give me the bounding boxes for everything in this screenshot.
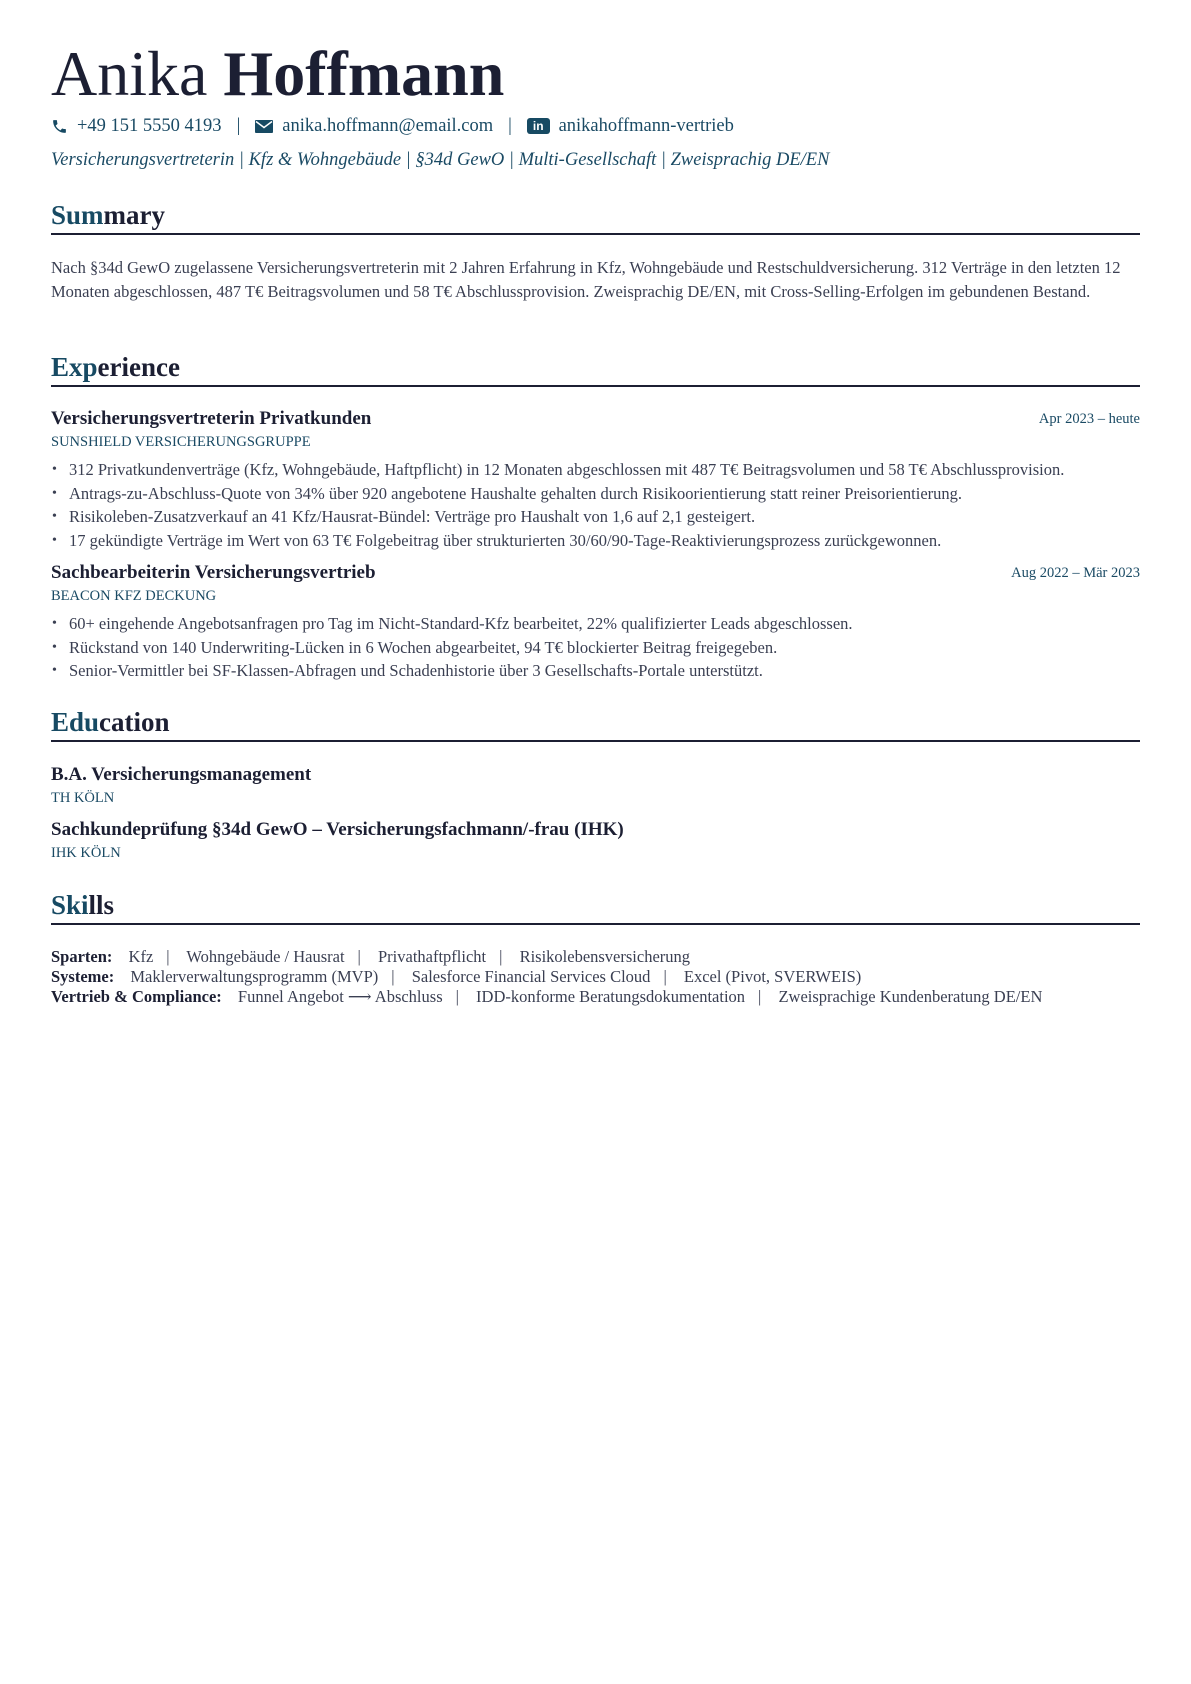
linkedin-icon: in	[527, 118, 550, 134]
skill-item: Excel (Pivot, SVERWEIS)	[683, 967, 862, 986]
separator: |	[236, 115, 241, 136]
tagline: Versicherungsvertreterin | Kfz & Wohngebäude | §34d GewO | Multi-Gesellschaft | Zweisprachig DE/EN	[51, 150, 830, 170]
skill-item: Salesforce Financial Services Cloud	[411, 967, 651, 986]
job-bullets	[51, 612, 1151, 683]
skill-item: IDD-konforme Beratungsdokumentation	[476, 987, 746, 1006]
company-name: BEACON KFZ DECKUNG	[51, 588, 217, 604]
skill-item: Risikolebensversicherung	[519, 947, 691, 966]
job-bullets	[51, 458, 1151, 552]
email-link[interactable]: anika.hoffmann@email.com	[282, 115, 494, 136]
skill-item: Kfz	[128, 947, 154, 966]
phone-number[interactable]: +49 151 5550 4193	[77, 115, 222, 136]
envelope-icon	[255, 120, 273, 133]
phone-icon	[51, 118, 68, 135]
education-institution: IHK KÖLN	[51, 845, 121, 861]
job-title: Versicherungsvertreterin Privatkunden	[51, 408, 372, 429]
skill-row-vertrieb: Vertrieb & Compliance: Funnel Angebot ⟶ Abschluss | IDD-konforme Beratungsdokumentation | Zweisprachige Kundenberatung DE/EN	[51, 987, 1043, 1006]
summary-text: Nach §34d GewO zugelassene Versicherungsvertreterin mit 2 Jahren Erfahrung in Kfz, Wohngebäude und Restschuldversicherung. 312 Verträge in den letzten 12 Monaten abgeschlossen, 487 T€ Beitragsvolumen und 58 T€ Abschlussprovision. Zweisprachig DE/EN, mit Cross-Selling-Erfolgen im gebundenen Bestand.	[51, 258, 1121, 301]
skill-row-sparten: Sparten: Kfz | Wohngebäude / Hausrat | Privathaftpflicht | Risikolebensversicherung	[51, 947, 691, 966]
skill-item: Privathaftpflicht	[377, 947, 487, 966]
separator: |	[758, 987, 762, 1006]
section-title-education: Education	[51, 705, 1140, 742]
last-name: Hoffmann	[223, 38, 505, 109]
skill-item: Zweisprachige Kundenberatung DE/EN	[778, 987, 1043, 1006]
bullet-item: • 60+ eingehende Angebotsanfragen pro Tag im Nicht-Standard-Kfz bearbeitet, 22% qualifizierter Leads abgeschlossen.	[51, 612, 1151, 636]
separator: |	[663, 967, 667, 986]
skill-row-systeme: Systeme: Maklerverwaltungsprogramm (MVP) | Salesforce Financial Services Cloud | Excel (Pivot, SVERWEIS)	[51, 967, 862, 986]
section-title-skills: Skills	[51, 888, 1140, 925]
separator: |	[499, 947, 503, 966]
bullet-item: • Senior-Vermittler bei SF-Klassen-Abfragen und Schadenhistorie über 3 Gesellschafts-Portale unterstützt.	[51, 659, 1151, 683]
job-dates: Apr 2023 – heute	[1038, 411, 1140, 427]
job-title: Sachbearbeiterin Versicherungsvertrieb	[51, 562, 376, 583]
linkedin-link[interactable]: anikahoffmann-vertrieb	[558, 115, 734, 136]
first-name: Anika	[51, 38, 208, 109]
bullet-item: • Risikoleben-Zusatzverkauf an 41 Kfz/Hausrat-Bündel: Verträge pro Haushalt von 1,6 auf 2,1 gesteigert.	[51, 505, 1151, 529]
separator: |	[508, 115, 512, 136]
separator: |	[391, 967, 395, 986]
education-degree: B.A. Versicherungsmanagement	[51, 764, 312, 785]
separator: |	[357, 947, 361, 966]
separator: |	[455, 987, 459, 1006]
bullet-item: • 17 gekündigte Verträge im Wert von 63 T€ Folgebeitrag über strukturierten 30/60/90-Tage-Reaktivierungsprozess zurückgewonnen.	[51, 529, 1151, 553]
job-dates: Aug 2022 – Mär 2023	[1011, 565, 1140, 581]
company-name: SUNSHIELD VERSICHERUNGSGRUPPE	[51, 434, 311, 450]
contact-line	[51, 113, 734, 139]
candidate-name	[51, 36, 504, 112]
section-title-experience: Experience	[51, 350, 1140, 387]
skill-item: Wohngebäude / Hausrat	[186, 947, 345, 966]
separator: |	[166, 947, 170, 966]
education-institution: TH KÖLN	[51, 790, 115, 806]
skill-item: Maklerverwaltungsprogramm (MVP)	[130, 967, 379, 986]
section-title-summary: Summary	[51, 198, 1140, 235]
skill-item: Funnel Angebot ⟶ Abschluss	[237, 987, 443, 1006]
bullet-item: • Antrags-zu-Abschluss-Quote von 34% über 920 angebotene Haushalte gehalten durch Risikoorientierung statt reiner Preisorientierung.	[51, 482, 1151, 506]
bullet-item: • Rückstand von 140 Underwriting-Lücken in 6 Wochen abgearbeitet, 94 T€ blockierter Beitrag freigegeben.	[51, 636, 1151, 660]
bullet-item: • 312 Privatkundenverträge (Kfz, Wohngebäude, Haftpflicht) in 12 Monaten abgeschlossen mit 487 T€ Beitragsvolumen und 58 T€ Abschlussprovision.	[51, 458, 1151, 482]
education-degree: Sachkundeprüfung §34d GewO – Versicherungsfachmann/-frau (IHK)	[51, 819, 624, 840]
